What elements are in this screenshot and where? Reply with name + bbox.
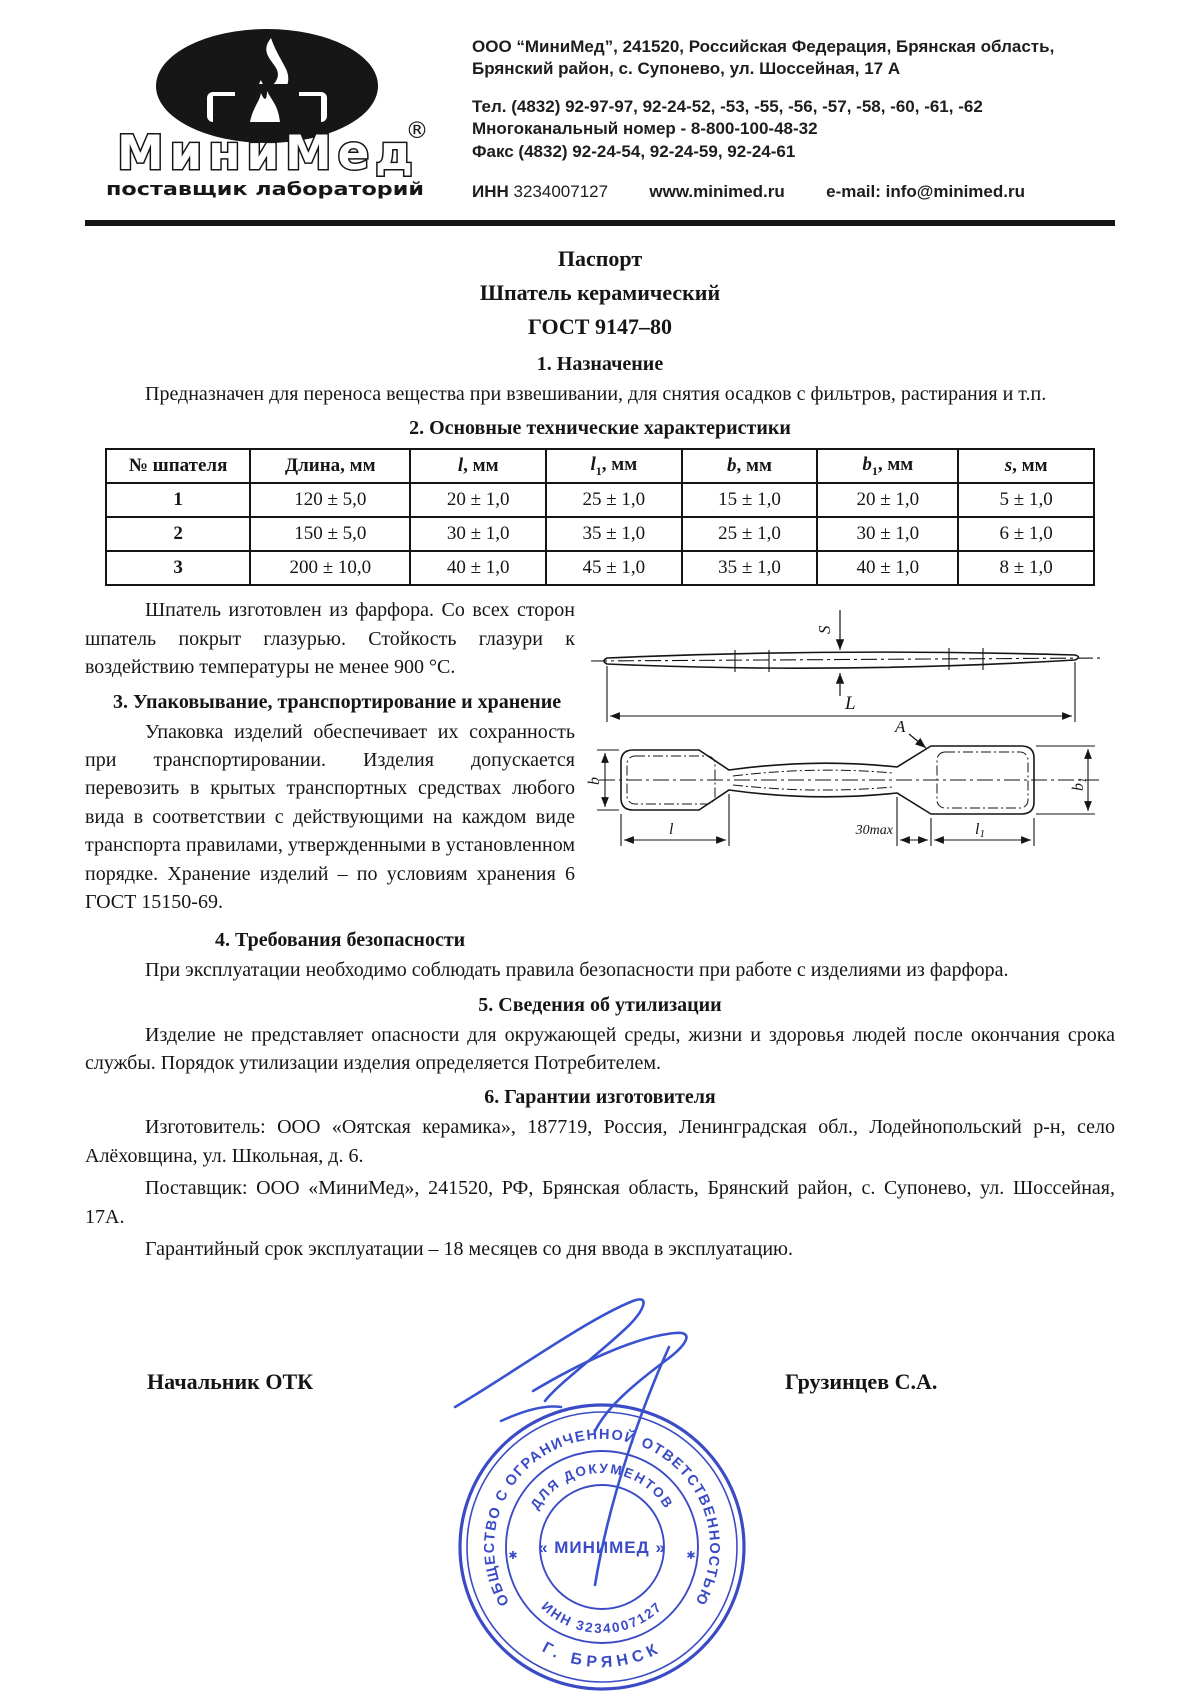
- table-cell: 20 ± 1,0: [817, 483, 958, 517]
- title-gost: ГОСТ 9147–80: [528, 314, 672, 339]
- dim-label-b1: b1: [1070, 777, 1089, 792]
- section-5-heading: 5. Сведения об утилизации: [478, 993, 722, 1016]
- table-cell: 45 ± 1,0: [546, 551, 682, 585]
- table-cell: 15 ± 1,0: [682, 483, 818, 517]
- address-line-1: ООО “МиниМед”, 241520, Российская Федерация, Брянская область,: [472, 37, 1055, 56]
- table-cell: 35 ± 1,0: [546, 517, 682, 551]
- dim-label-l: l: [669, 821, 674, 839]
- table-cell: 5 ± 1,0: [958, 483, 1094, 517]
- fax-line: Факс (4832) 92-24-54, 92-24-59, 92-24-61: [472, 141, 796, 161]
- table-cell: 3: [106, 551, 250, 585]
- spec-table: [105, 448, 1095, 586]
- dim-label-b: b: [587, 777, 603, 786]
- inn-value: 3234007127: [513, 182, 609, 202]
- website-link[interactable]: www.minimed.ru: [649, 182, 785, 202]
- table-cell: 2: [106, 517, 250, 551]
- table-header-cell: № шпателя: [106, 449, 250, 483]
- table-cell: 30 ± 1,0: [410, 517, 546, 551]
- company-address: [472, 36, 1072, 81]
- signer-position: Начальник ОТК: [147, 1369, 314, 1395]
- stamp-star-left-icon: ✱: [508, 1550, 518, 1563]
- table-cell: 1: [106, 483, 250, 517]
- address-line-2: Брянский район, с. Супонево, ул. Шоссейная, 17 А: [472, 59, 901, 79]
- email-link[interactable]: e-mail: info@minimed.ru: [826, 182, 1025, 202]
- table-cell: 40 ± 1,0: [410, 551, 546, 585]
- minimed-logo-icon: [95, 24, 440, 202]
- logo-brand-text: МиниМед: [117, 126, 413, 181]
- inn-label: ИНН: [472, 182, 509, 202]
- table-cell: 30 ± 1,0: [817, 517, 958, 551]
- technical-drawing: [575, 594, 1115, 920]
- svg-text:Г. БРЯНСК: [539, 1640, 664, 1672]
- stamp-ring-outer-bottom-text: Г. БРЯНСК: [539, 1639, 665, 1672]
- company-contacts: [472, 24, 1072, 204]
- company-stamp: [437, 1289, 767, 1697]
- letterhead: [85, 24, 1115, 207]
- section-2-heading: 2. Основные технические характеристики: [409, 417, 791, 440]
- stamp-center-text: « МИНИМЕД »: [538, 1538, 666, 1558]
- table-header-cell: l, мм: [410, 449, 546, 483]
- dim-label-l1: l1: [975, 821, 985, 841]
- material-note: Шпатель изготовлен из фарфора. Со всех сторон шпатель покрыт глазурью. Стойкость глазури к воздействию температуры не менее 900 °С.: [85, 599, 575, 679]
- title-product: Шпатель керамический: [479, 280, 721, 305]
- dim-label-30max: 30max: [855, 823, 893, 839]
- table-header-cell: b, мм: [682, 449, 818, 483]
- spatula-drawing-icon: [587, 598, 1115, 864]
- table-header-cell: $b_1$, мм: [817, 449, 958, 483]
- section-1-body: Предназначен для переноса вещества при взвешивании, для снятия осадков с фильтров, растирания и т.п.: [145, 383, 1047, 405]
- logo-tagline: поставщик лабораторий: [106, 180, 424, 200]
- phone-block: [472, 96, 1072, 163]
- phone-line: Тел. (4832) 92-97-97, 92-24-52, -53, -55, -56, -57, -58, -60, -61, -62: [472, 96, 983, 116]
- company-logo: [95, 24, 440, 207]
- inn-row: [472, 181, 1025, 203]
- spec-table-body: [106, 483, 1094, 585]
- table-header-cell: Длина, мм: [250, 449, 410, 483]
- stamp-ring-inner-top-text: ДЛЯ ДОКУМЕНТОВ: [527, 1461, 677, 1513]
- section-6-heading: 6. Гарантии изготовителя: [484, 1086, 716, 1109]
- manufacturer-paragraph: Изготовитель: ООО «Оятская керамика», 187719, Россия, Ленинградская обл., Лодейнопольский р-н, село Алёховщина, ул. Школьная, д. 6.: [85, 1116, 1115, 1167]
- table-row: [106, 551, 1094, 585]
- registered-mark-icon: ®: [405, 118, 429, 144]
- signer-name: Грузинцев С.А.: [785, 1369, 938, 1395]
- table-header-row: [106, 449, 1094, 483]
- table-row: [106, 517, 1094, 551]
- svg-text:ДЛЯ ДОКУМЕНТОВ: [527, 1461, 676, 1512]
- table-cell: 150 ± 5,0: [250, 517, 410, 551]
- supplier-paragraph: Поставщик: ООО «МиниМед», 241520, РФ, Брянская область, Брянский район, с. Супонево, ул. Шоссейная, 17А.: [85, 1177, 1115, 1228]
- table-header-cell: $l_1$, мм: [546, 449, 682, 483]
- header-divider: [85, 220, 1115, 226]
- dim-label-A: A: [895, 717, 906, 737]
- document-title: [85, 242, 1115, 344]
- dim-label-s: S: [815, 625, 834, 635]
- table-cell: 40 ± 1,0: [817, 551, 958, 585]
- inn: [472, 181, 608, 203]
- section-3-body: Упаковка изделий обеспечивает их сохранность при транспортировании. Изделия допускается перевозить в крытых транспортных средствах любого вида в соответствии с действующими на каждом виде транспорта правилами, утвержденными в установленном порядке. Хранение изделий – по условиям хранения 6 ГОСТ 15150-69.: [85, 720, 575, 913]
- signature-block: [85, 1289, 1115, 1697]
- table-header-cell: s, мм: [958, 449, 1094, 483]
- svg-text:ИНН 3234007127: [539, 1599, 666, 1637]
- table-cell: 25 ± 1,0: [682, 517, 818, 551]
- multichannel-line: Многоканальный номер - 8-800-100-48-32: [472, 119, 818, 139]
- stamp-ring-outer-top-text: ОБЩЕСТВО С ОГРАНИЧЕННОЙ ОТВЕТСТВЕННОСТЬЮ: [481, 1427, 723, 1609]
- table-cell: 25 ± 1,0: [546, 483, 682, 517]
- stamp-star-right-icon: ✱: [686, 1550, 696, 1563]
- stamp-ring-inner-bottom-text: ИНН 3234007127: [538, 1599, 666, 1637]
- table-cell: 20 ± 1,0: [410, 483, 546, 517]
- spec-table-head: [106, 449, 1094, 483]
- section-3-heading: 3. Упаковывание, транспортирование и хранение: [113, 690, 562, 713]
- warranty-paragraph: Гарантийный срок эксплуатации – 18 месяцев со дня ввода в эксплуатацию.: [145, 1238, 793, 1261]
- section-4-heading: 4. Требования безопасности: [215, 929, 466, 952]
- table-cell: 6 ± 1,0: [958, 517, 1094, 551]
- table-cell: 8 ± 1,0: [958, 551, 1094, 585]
- section-1-heading: 1. Назначение: [536, 353, 664, 375]
- dim-label-L: L: [845, 693, 856, 715]
- section-4-body: При эксплуатации необходимо соблюдать правила безопасности при работе с изделиями из фарфора.: [145, 959, 1009, 982]
- table-cell: 200 ± 10,0: [250, 551, 410, 585]
- table-cell: 120 ± 5,0: [250, 483, 410, 517]
- table-cell: 35 ± 1,0: [682, 551, 818, 585]
- title-passport: Паспорт: [557, 246, 643, 271]
- section-5-body: Изделие не представляет опасности для окружающей среды, жизни и здоровья людей после окончания срока службы. Порядок утилизации изделия определяется Потребителем.: [85, 1023, 1115, 1075]
- svg-text:ОБЩЕСТВО С ОГРАНИЧЕННОЙ ОТВЕТС: [482, 1427, 722, 1609]
- table-row: [106, 483, 1094, 517]
- round-stamp-icon: [437, 1289, 767, 1697]
